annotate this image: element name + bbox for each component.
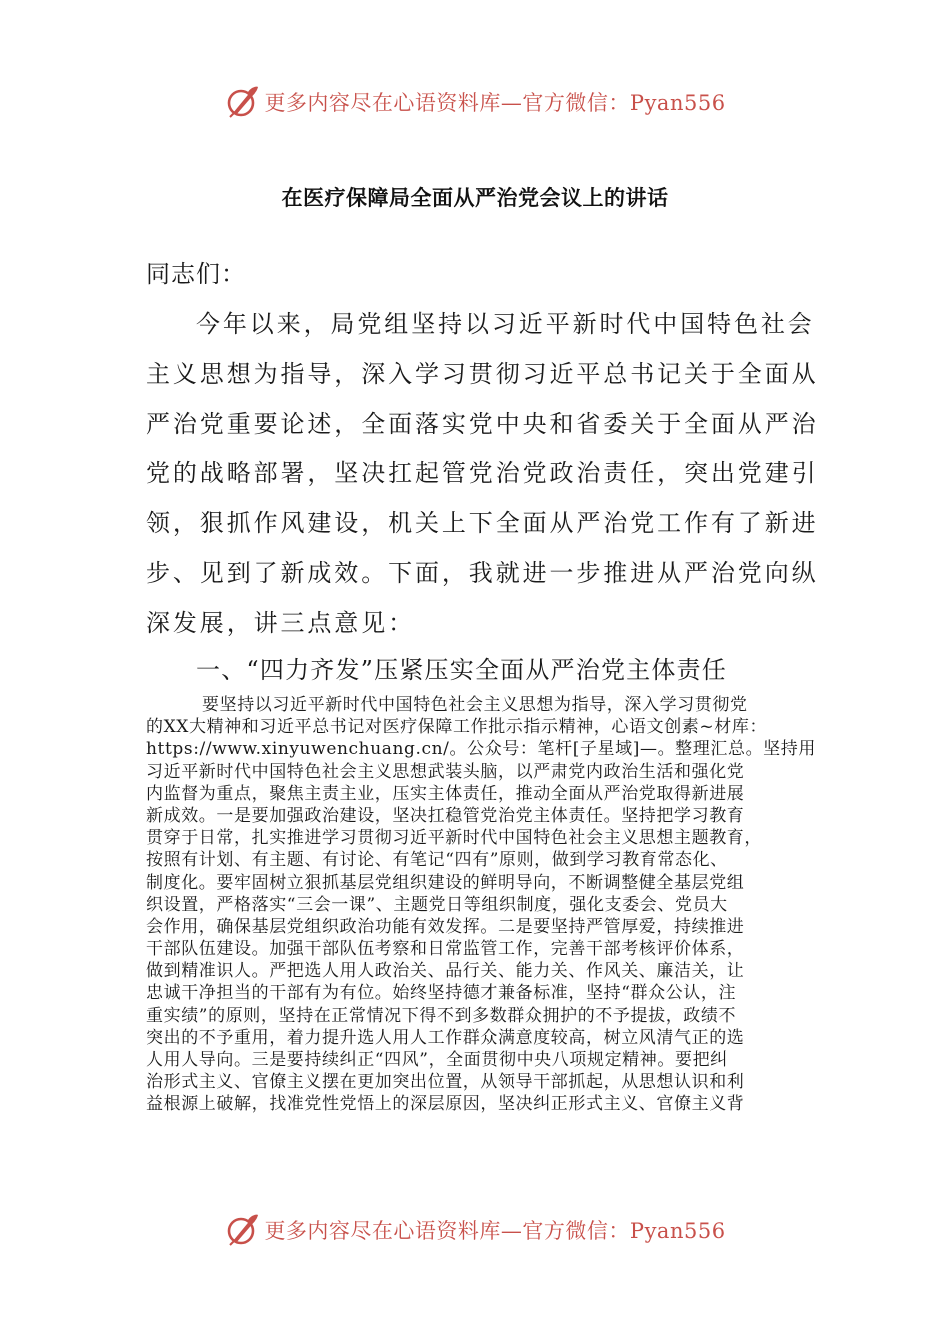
- body-line: 要坚持以习近平新时代中国特色社会主义思想为指导，深入学习贯彻党: [202, 695, 748, 715]
- body-line: 干部队伍建设。加强干部队伍考察和日常监管工作，完善干部考核评价体系，: [146, 939, 745, 960]
- body-line: https://www.xinyuwenchuang.cn/。公众号：笔杆[子星域]—。整理汇总。坚持用: [146, 739, 816, 760]
- watermark-banner-top: [0, 82, 950, 122]
- intro-line: 领，狠抓作风建设，机关上下全面从严治党工作有了新进: [146, 509, 819, 538]
- section-body: [146, 694, 816, 1116]
- body-line: 突出的不予重用，着力提升选人用人工作群众满意度较高，树立风清气正的选: [146, 1027, 745, 1048]
- intro-line: 党的战略部署，坚决扛起管党治党政治责任，突出党建引: [146, 459, 819, 488]
- intro-paragraph: [146, 300, 819, 649]
- watermark-banner-bottom: [0, 1210, 950, 1250]
- intro-line: 主义思想为指导，深入学习贯彻习近平总书记关于全面从: [146, 359, 819, 388]
- body-line: 制度化。要牢固树立狠抓基层党组织建设的鲜明导向，不断调整健全基层党组: [146, 872, 745, 893]
- body-line: 重实绩”的原则，坚持在正常情况下得不到多数群众拥护的不予提拔，政绩不: [146, 1005, 737, 1026]
- body-line: 贯穿于日常，扎实推进学习贯彻习近平新时代中国特色社会主义思想主题教育，: [146, 828, 762, 849]
- quill-pen-icon: [224, 84, 260, 120]
- body-line: 内监督为重点，聚焦主责主业，压实主体责任，推动全面从严治党取得新进展: [146, 783, 745, 804]
- body-line: 益根源上破解，找准党性党悟上的深层原因，坚决纠正形式主义、官僚主义背: [146, 1094, 745, 1115]
- document-title: 在医疗保障局全面从严治党会议上的讲话: [281, 186, 669, 210]
- body-line: 治形式主义、官僚主义摆在更加突出位置，从领导干部抓起，从思想认识和利: [146, 1072, 745, 1093]
- intro-line: 严治党重要论述，全面落实党中央和省委关于全面从严治: [146, 409, 819, 438]
- body-line: 做到精准识人。严把选人用人政治关、品行关、能力关、作风关、廉洁关，让: [146, 961, 745, 982]
- body-line: 新成效。一是要加强政治建设，坚决扛稳管党治党主体责任。坚持把学习教育: [146, 805, 745, 826]
- watermark-text: 更多内容尽在心语资料库—官方微信：Pyan556: [264, 91, 726, 115]
- greeting: 同志们：: [146, 260, 246, 288]
- body-line: 的XX大精神和习近平总书记对医疗保障工作批示指示精神，心语文创素~材库：: [146, 717, 768, 738]
- intro-line: 今年以来，局党组坚持以习近平新时代中国特色社会: [196, 310, 815, 338]
- watermark-text: 更多内容尽在心语资料库—官方微信：Pyan556: [264, 1219, 726, 1243]
- body-line: 按照有计划、有主题、有讨论、有笔记“四有”原则，做到学习教育常态化、: [146, 850, 728, 871]
- body-line: 忠诚干净担当的干部有为有位。始终坚持德才兼备标准，坚持“群众公认，注: [146, 983, 737, 1004]
- intro-line: 深发展，讲三点意见：: [146, 608, 415, 637]
- quill-pen-icon: [224, 1212, 260, 1248]
- body-line: 习近平新时代中国特色社会主义思想武装头脑，以严肃党内政治生活和强化党: [146, 761, 745, 782]
- body-line: 会作用，确保基层党组织政治功能有效发挥。二是要坚持严管厚爱，持续推进: [146, 916, 745, 937]
- section-heading: 一、“四力齐发”压紧压实全面从严治党主体责任: [196, 656, 727, 684]
- intro-line: 步、见到了新成效。下面，我就进一步推进从严治党向纵: [146, 558, 819, 587]
- body-line: 织设置，严格落实“三会一课”、主题党日等组织制度，强化支委会、党员大: [146, 894, 728, 915]
- body-line: 人用人导向。三是要持续纠正“四风”，全面贯彻中央八项规定精神。要把纠: [146, 1050, 728, 1070]
